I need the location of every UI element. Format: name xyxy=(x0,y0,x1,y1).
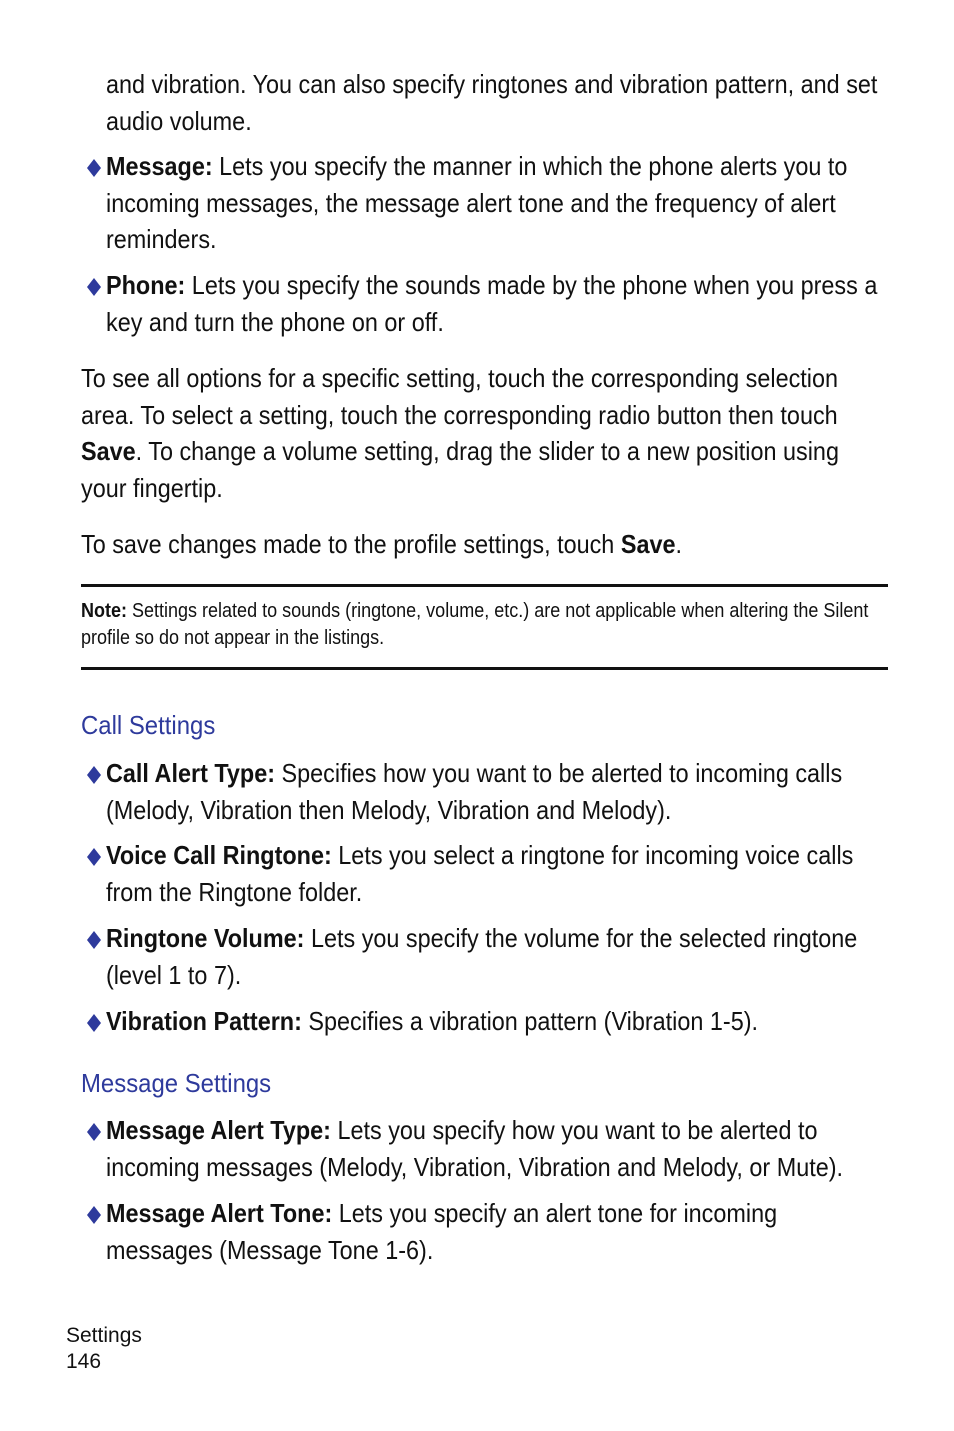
paragraph-text: . To change a volume setting, drag the slider to a new position using your fingertip. xyxy=(81,436,839,503)
item-text: Lets you select a ringtone for incoming voice calls from the Ringtone folder. xyxy=(106,840,854,907)
diamond-bullet-icon xyxy=(86,765,106,785)
paragraph-text: . xyxy=(675,529,683,559)
list-item-vibration-pattern xyxy=(106,1003,882,1040)
diamond-bullet-icon xyxy=(86,847,106,867)
item-text: Lets you specify how you want to be alerted to incoming messages (Melody, Vibration, Vibration and Melody, or Mute). xyxy=(106,1115,844,1182)
footer-page-number: 146 xyxy=(66,1350,102,1373)
diamond-bullet-icon xyxy=(86,1122,106,1142)
list-item-ringtone-volume xyxy=(106,920,882,993)
item-text: Lets you specify the sounds made by the phone when you press a key and turn the phone on or off. xyxy=(106,270,878,337)
item-text: Lets you specify an alert tone for incoming messages (Message Tone 1-6). xyxy=(106,1198,778,1265)
list-item-voice-call-ringtone xyxy=(106,837,882,910)
item-label: Phone: xyxy=(106,270,186,300)
footer-section-name: Settings xyxy=(66,1324,142,1347)
item-label: Message Alert Tone: xyxy=(106,1198,333,1228)
list-item-call-alert-type xyxy=(106,755,882,828)
paragraph-text: To save changes made to the profile settings, touch xyxy=(81,529,621,559)
list-item-phone xyxy=(106,267,882,340)
message-settings-heading: Message Settings xyxy=(81,1068,272,1098)
item-label: Vibration Pattern: xyxy=(106,1006,302,1036)
note-top-rule xyxy=(81,584,888,587)
paragraph-text: To see all options for a specific setting, touch the corresponding selection area. To select a setting, touch the corresponding radio button then touch xyxy=(81,363,839,430)
item-label: Voice Call Ringtone: xyxy=(106,840,332,870)
save-paragraph xyxy=(81,526,878,563)
item-label: Message: xyxy=(106,151,213,181)
list-item-message xyxy=(106,148,882,258)
item-text: Lets you specify the volume for the selected ringtone (level 1 to 7). xyxy=(106,923,858,990)
note-box xyxy=(81,598,882,652)
list-item-message-alert-tone xyxy=(106,1195,882,1268)
call-settings-heading: Call Settings xyxy=(81,710,216,740)
item-label: Ringtone Volume: xyxy=(106,923,305,953)
diamond-bullet-icon xyxy=(86,277,106,297)
diamond-bullet-icon xyxy=(86,1205,106,1225)
diamond-bullet-icon xyxy=(86,1013,106,1033)
item-text: Lets you specify the manner in which the phone alerts you to incoming messages, the message alert tone and the frequency of alert reminders. xyxy=(106,151,848,254)
note-label: Note: xyxy=(81,600,127,622)
item-label: Call Alert Type: xyxy=(106,758,276,788)
note-text: Settings related to sounds (ringtone, volume, etc.) are not applicable when altering the Silent profile so do not appear in the listings. xyxy=(81,600,869,649)
item-text: Specifies how you want to be alerted to incoming calls (Melody, Vibration then Melody, Vibration and Melody). xyxy=(106,758,843,825)
intro-paragraph: and vibration. You can also specify ringtones and vibration pattern, and set audio volume. xyxy=(106,69,878,136)
item-text: Specifies a vibration pattern (Vibration 1-5). xyxy=(301,1006,759,1036)
diamond-bullet-icon xyxy=(86,930,106,950)
options-paragraph xyxy=(81,360,878,506)
diamond-bullet-icon xyxy=(86,158,106,178)
save-keyword: Save xyxy=(81,436,136,466)
note-bottom-rule xyxy=(81,667,888,670)
item-label: Message Alert Type: xyxy=(106,1115,331,1145)
save-keyword: Save xyxy=(620,529,676,559)
list-item-message-alert-type xyxy=(106,1112,882,1185)
